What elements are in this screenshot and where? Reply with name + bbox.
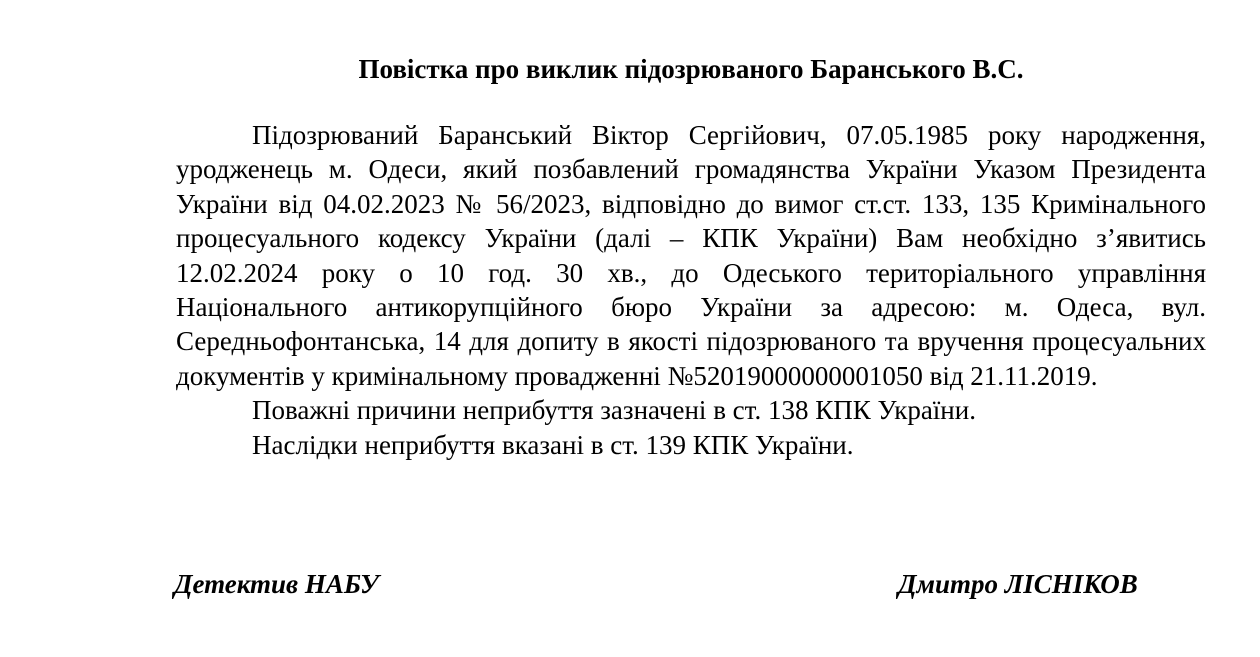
signature-name: Дмитро ЛІСНІКОВ	[898, 569, 1138, 599]
paragraph-consequences: Наслідки неприбуття вказані в ст. 139 КПК України.	[252, 429, 854, 460]
signature-position: Детектив НАБУ	[174, 569, 379, 599]
paragraph-summons: Підозрюваний Баранський Віктор Сергійович, 07.05.1985 року народження, уродженець м. Одеси, який позбавлений громадянства України Указом Президента України від 04.02.2023 № 56/2023, відповідно до вимог ст.ст. 133, 135 Кримінального процесуального кодексу України (далі – КПК України) Вам необхідно з’явитись 12.02.2024 року о 10 год. 30 хв., до Одеського територіального управління Національного антикорупційного бюро України за адресою: м. Одеса, вул. Середньофонтанська, 14 для допиту в якості підозрюваного та вручення процесуальних документів у кримінальному провадженні №52019000000001050 від 21.11.2019.	[176, 120, 1206, 391]
document-body	[176, 118, 1206, 462]
paragraph-valid-reasons: Поважні причини неприбуття зазначені в ст. 138 КПК України.	[252, 395, 976, 426]
document-title: Повістка про виклик підозрюваного Баранського В.С.	[358, 54, 1024, 84]
